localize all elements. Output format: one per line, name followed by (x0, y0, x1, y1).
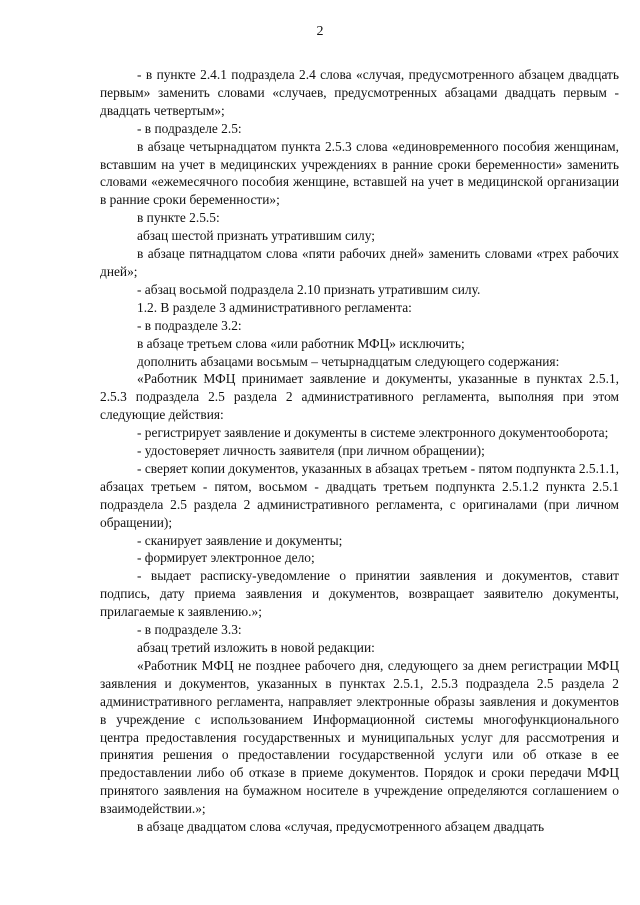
paragraph: 1.2. В разделе 3 административного регламента: (137, 299, 412, 315)
paragraph: в пункте 2.5.5: (137, 210, 220, 226)
paragraph: «Работник МФЦ принимает заявление и документы, указанные в пунктах 2.5.1, 2.5.3 подраздела 2.5 раздела 2 административного регламента, выполняя при этом следующие действия: (100, 371, 619, 423)
paragraph: - абзац восьмой подраздела 2.10 признать утратившим силу. (137, 281, 481, 297)
paragraph: абзац шестой признать утратившим силу; (137, 228, 375, 244)
paragraph: «Работник МФЦ не позднее рабочего дня, следующего за днем регистрации МФЦ заявления и документов, указанных в пунктах 2.5.1, 2.5.3 подраздела 2.5 раздела 2 административного регламента, направляет электронные образы заявления и документов в учреждение с использованием Информационной системы многофункционального центра предоставления государственных и муниципальных услуг для рассмотрения и принятия решения о предоставлении государственной услуги или об отказе в ее предоставлении либо об отказе в приеме документов. Порядок и сроки передачи МФЦ принятого заявления на бумажном носителе в учреждение определяются соглашением о взаимодействии.»; (100, 657, 619, 817)
paragraph: абзац третий изложить в новой редакции: (137, 640, 375, 655)
page-number: 2 (316, 24, 324, 39)
paragraph: в абзаце третьем слова «или работник МФЦ» исключить; (137, 335, 465, 351)
paragraph: - сканирует заявление и документы; (137, 532, 343, 548)
paragraph: - выдает расписку-уведомление о принятии заявления и документов, ставит подпись, дату приема заявления и документов, возвращает заявителю документы, прилагаемые к заявлению.»; (100, 568, 619, 620)
document-body (100, 66, 619, 836)
paragraph: в абзаце четырнадцатом пункта 2.5.3 слова «единовременного пособия женщинам, вставшим на учет в медицинских учреждениях в ранние сроки беременности» заменить словами «ежемесячного пособия женщине, вставшей на учет в медицинской организации в ранние сроки беременности»; (100, 138, 619, 208)
paragraph: - в подразделе 2.5: (137, 120, 242, 136)
paragraph: - в пункте 2.4.1 подраздела 2.4 слова «случая, предусмотренного абзацем двадцать первым» заменить словами «случаев, предусмотренных абзацами двадцать первым - двадцать четвертым»; (100, 67, 619, 118)
paragraph: в абзаце двадцатом слова «случая, предусмотренного абзацем двадцать (137, 819, 545, 835)
paragraph: в абзаце пятнадцатом слова «пяти рабочих дней» заменить словами «трех рабочих дней»; (100, 246, 619, 279)
paragraph: - удостоверяет личность заявителя (при личном обращении); (137, 443, 485, 459)
paragraph: - регистрирует заявление и документы в системе электронного документооборота; (137, 425, 609, 441)
paragraph: - в подразделе 3.3: (137, 622, 242, 638)
paragraph: - в подразделе 3.2: (137, 317, 242, 333)
paragraph: дополнить абзацами восьмым – четырнадцатым следующего содержания: (137, 353, 560, 369)
paragraph: - сверяет копии документов, указанных в абзацах третьем - пятом подпункта 2.5.1.1, абзацах третьем - пятом, восьмом - двадцать третьем подпункта 2.5.1.2 пункта 2.5.1 подраздела 2.5 раздела 2 административного регламента, с оригиналами (при личном обращении); (100, 460, 619, 530)
paragraph: - формирует электронное дело; (137, 550, 315, 566)
